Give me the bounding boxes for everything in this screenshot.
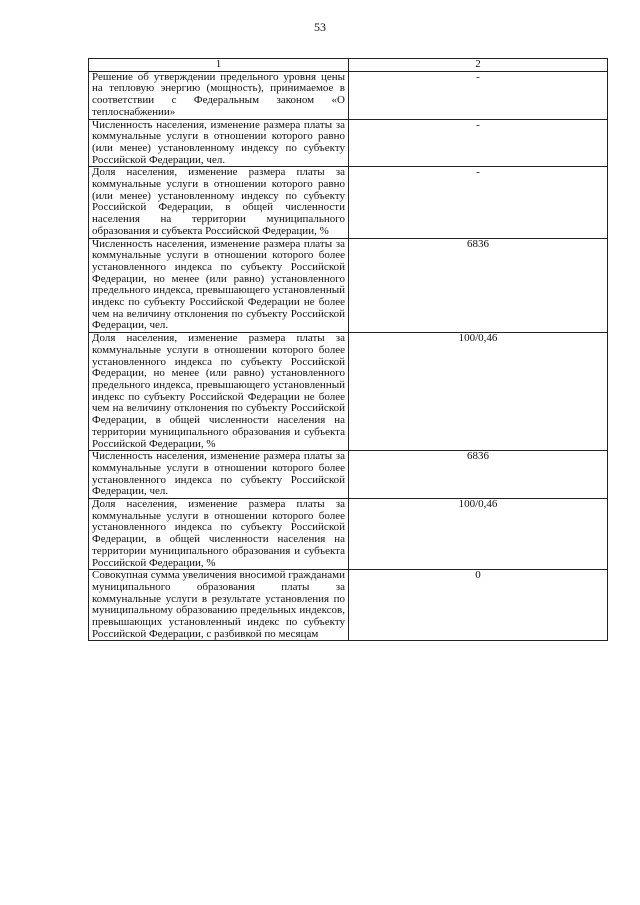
- row-label: Доля населения, изменение размера платы за коммунальные услуги в отношении которого более установленного индекса по субъекту Российской Федерации, но менее (или равно) установленного предельного индекса, превышающего установленный индекс по субъекту Российской Федерации не более чем на величину отклонения по субъекту Российской Федерации, в общей численности населения на территории муниципального образования и субъекта Российской Федерации, %: [89, 333, 349, 451]
- row-label: Численность населения, изменение размера платы за коммунальные услуги в отношении которого равно (или менее) установленному индексу по субъекту Российской Федерации, чел.: [89, 119, 349, 167]
- table-row: [89, 499, 608, 570]
- row-value: 100/0,46: [349, 499, 608, 570]
- row-value: 6836: [349, 238, 608, 333]
- table-header-row: [89, 59, 608, 72]
- row-label: Численность населения, изменение размера платы за коммунальные услуги в отношении которого более установленного индекса по субъекту Российской Федерации, но менее (или равно) установленного предельного индекса, превышающего установленный индекс по субъекту Российской Федерации не более чем на величину отклонения по субъекту Российской Федерации, чел.: [89, 238, 349, 333]
- row-value: -: [349, 71, 608, 119]
- table-row: [89, 167, 608, 238]
- row-value: 0: [349, 570, 608, 641]
- table-row: [89, 333, 608, 451]
- page-number: 53: [314, 20, 326, 34]
- table-row: [89, 238, 608, 333]
- row-value: 6836: [349, 451, 608, 499]
- row-value: -: [349, 119, 608, 167]
- table-row: [89, 570, 608, 641]
- row-label: Доля населения, изменение размера платы за коммунальные услуги в отношении которого более установленного индекса по субъекту Российской Федерации, в общей численности населения на территории муниципального образования и субъекта Российской Федерации, %: [89, 499, 349, 570]
- column-header-2: 2: [349, 59, 608, 72]
- table-row: [89, 451, 608, 499]
- table-row: [89, 71, 608, 119]
- row-label: Решение об утверждении предельного уровня цены на тепловую энергию (мощность), принимаемое в соответствии с Федеральным законом «О теплоснабжении»: [89, 71, 349, 119]
- row-label: Совокупная сумма увеличения вносимой гражданами муниципального образования платы за коммунальные услуги в результате установления по муниципальному образованию предельных индексов, превышающих установленный индекс по субъекту Российской Федерации, с разбивкой по месяцам: [89, 570, 349, 641]
- row-label: Численность населения, изменение размера платы за коммунальные услуги в отношении которого более установленного индекса по субъекту Российской Федерации, чел.: [89, 451, 349, 499]
- indicators-table: [88, 58, 608, 641]
- row-label: Доля населения, изменение размера платы за коммунальные услуги в отношении которого равно (или менее) установленному индексу по субъекту Российской Федерации, в общей численности населения на территории муниципального образования и субъекта Российской Федерации, %: [89, 167, 349, 238]
- column-header-1: 1: [89, 59, 349, 72]
- table-row: [89, 119, 608, 167]
- row-value: 100/0,46: [349, 333, 608, 451]
- row-value: -: [349, 167, 608, 238]
